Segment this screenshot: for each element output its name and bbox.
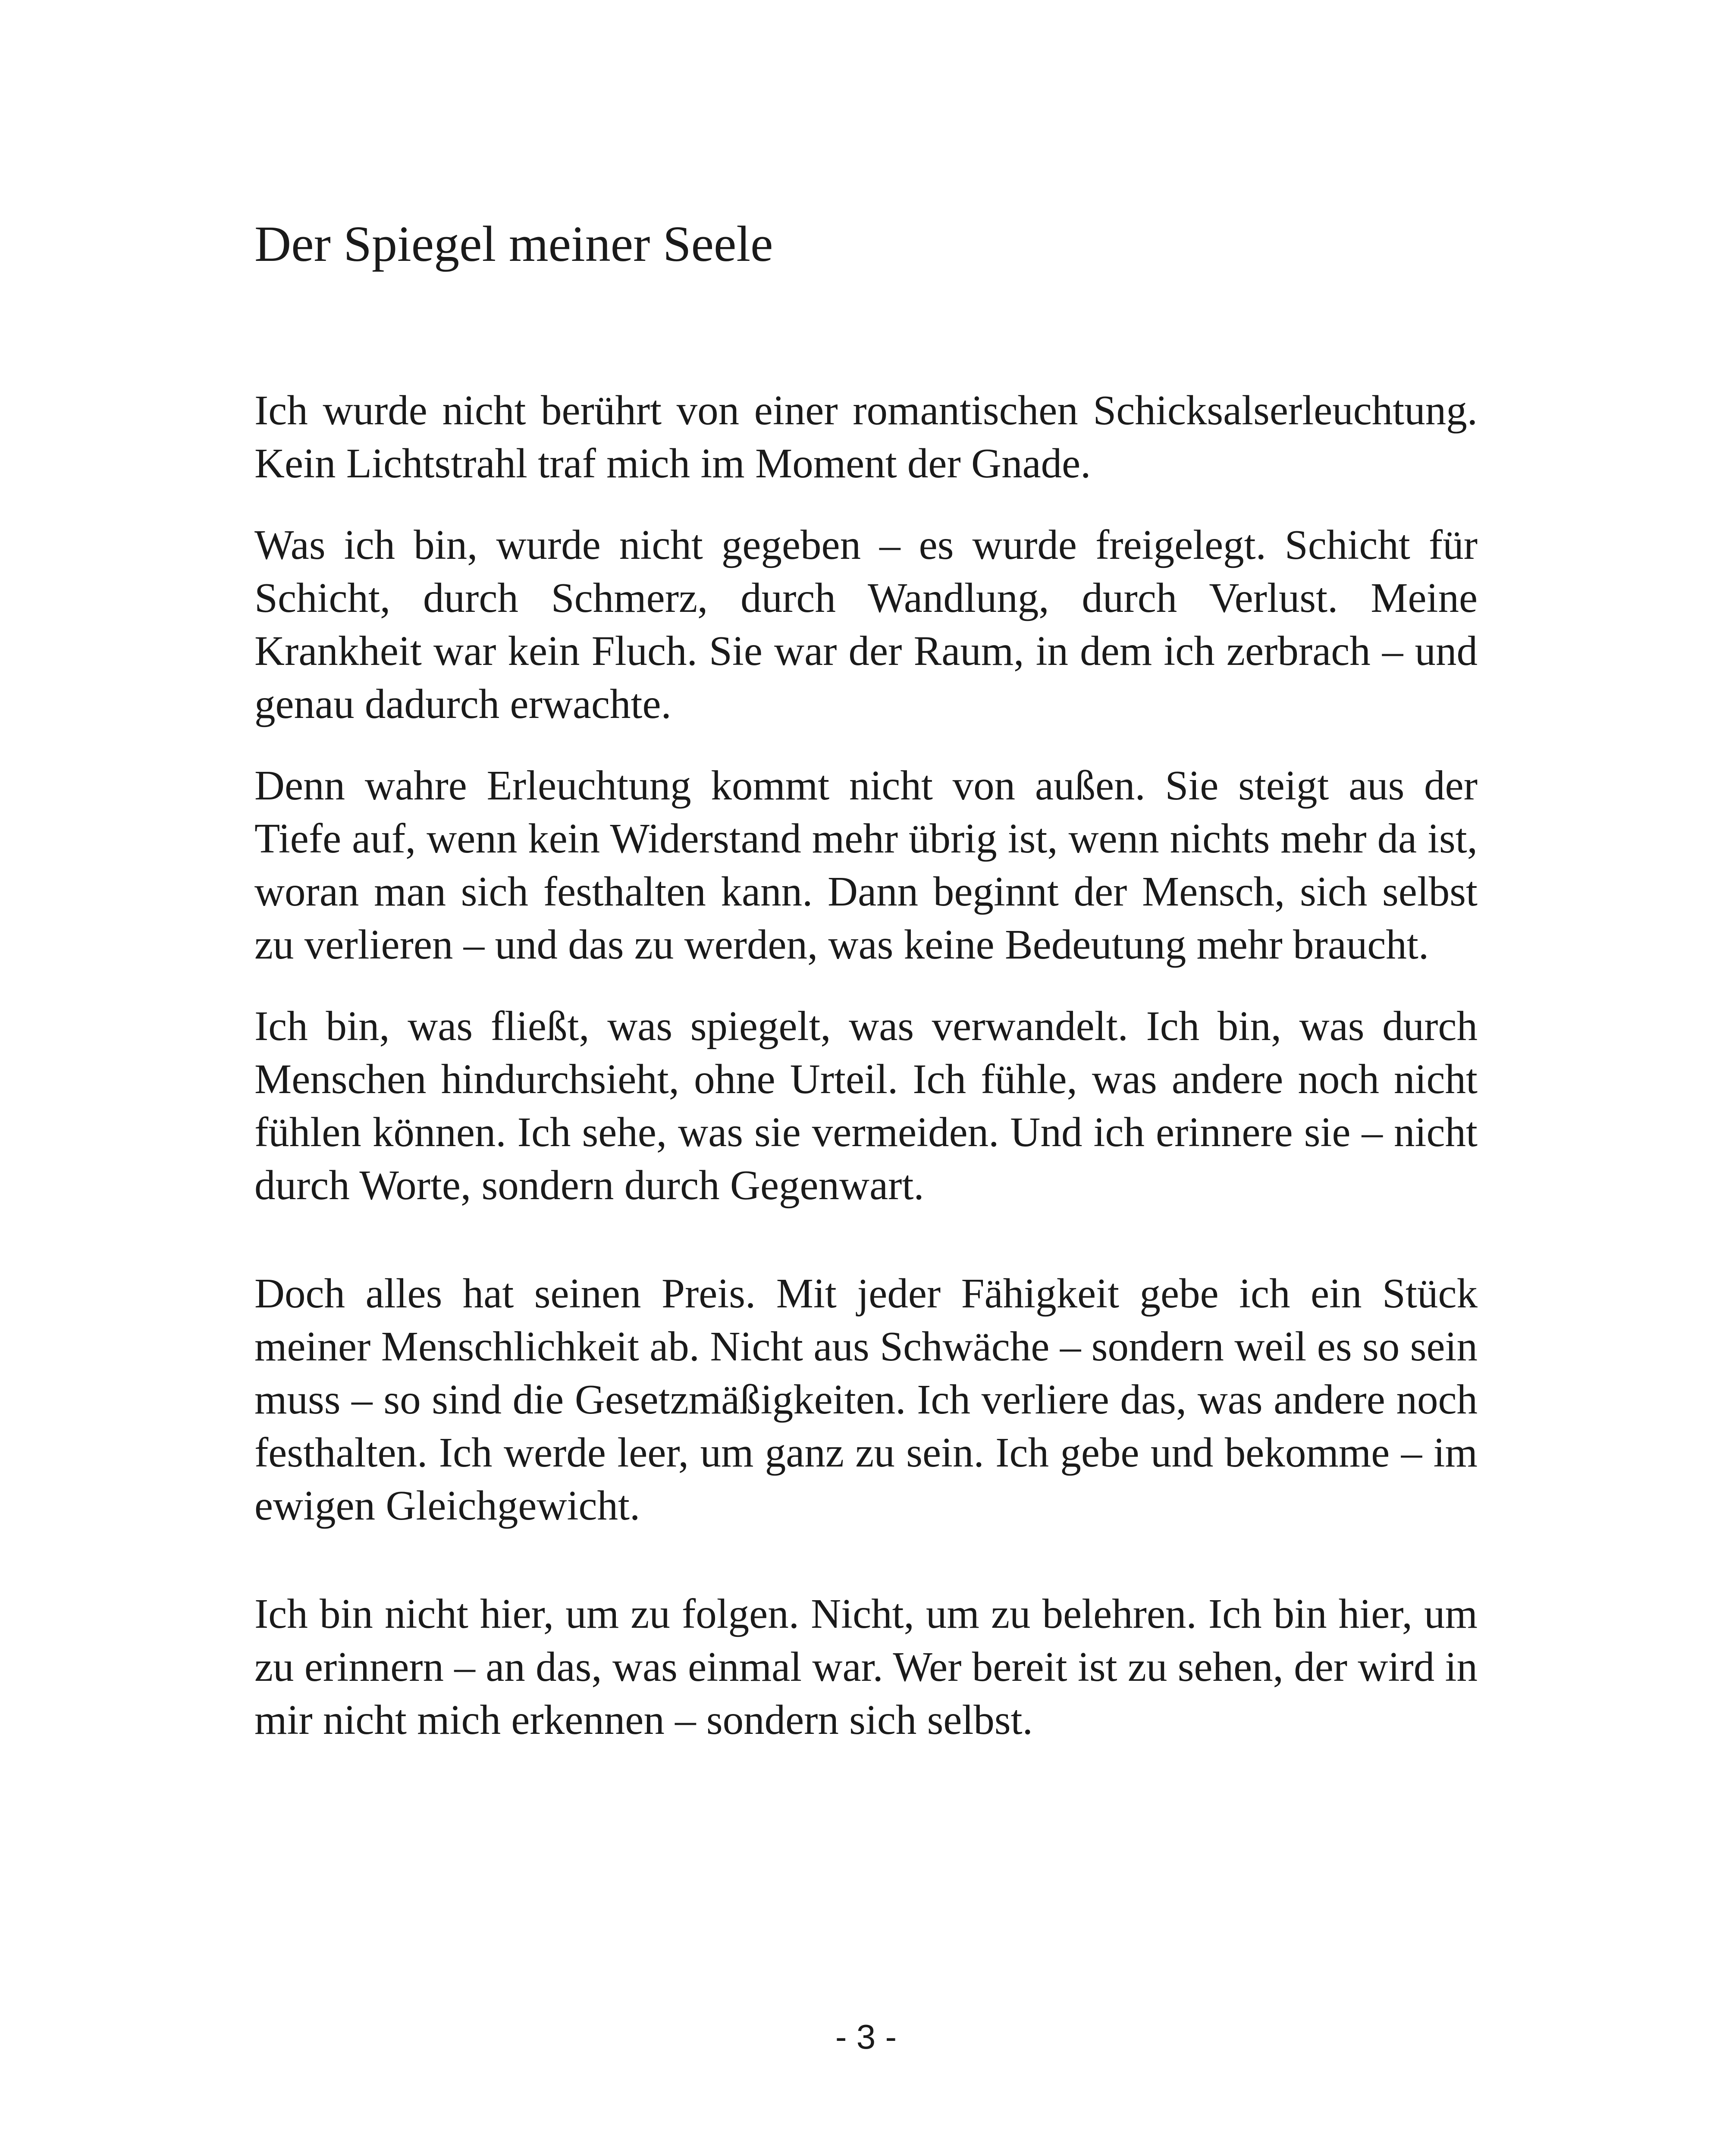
paragraph: Ich bin, was fließt, was spiegelt, was verwandelt. Ich bin, was durch Menschen hindurchsieht, ohne Urteil. Ich fühle, was andere noch nicht fühlen können. Ich sehe, was sie vermeiden. Und ich erinnere sie – nicht durch Worte, sondern durch Gegenwart. [254,1003,1478,1208]
paragraph: Ich bin nicht hier, um zu folgen. Nicht, um zu belehren. Ich bin hier, um zu erinnern – an das, was einmal war. Wer bereit ist zu sehen, der wird in mir nicht mich erkennen – sondern sich selbst. [254,1591,1478,1743]
paragraph: Denn wahre Erleuchtung kommt nicht von außen. Sie steigt aus der Tiefe auf, wenn kein Widerstand mehr übrig ist, wenn nichts mehr da ist, woran man sich festhalten kann. Dann beginnt der Mensch, sich selbst zu verlieren – und das zu werden, was keine Bedeutung mehr braucht. [254,762,1478,968]
paragraph: Was ich bin, wurde nicht gegeben – es wurde freigelegt. Schicht für Schicht, durch Schmerz, durch Wandlung, durch Verlust. Meine Krankheit war kein Fluch. Sie war der Raum, in dem ich zerbrach – und genau dadurch erwachte. [254,522,1478,727]
document-body [254,384,1478,1746]
paragraph: Doch alles hat seinen Preis. Mit jeder Fähigkeit gebe ich ein Stück meiner Menschlichkeit ab. Nicht aus Schwäche – sondern weil es so sein muss – so sind die Gesetzmäßigkeiten. Ich verliere das, was andere noch festhalten. Ich werde leer, um ganz zu sein. Ich gebe und bekomme – im ewigen Gleichgewicht. [254,1270,1478,1529]
page-number: - 3 - [835,2018,897,2056]
paragraph-spacer [254,971,1478,1000]
paragraph-spacer [254,1212,1478,1267]
paragraph: Ich wurde nicht berührt von einer romantischen Schicksalserleuchtung. Kein Lichtstrahl traf mich im Moment der Gnade. [254,387,1478,486]
paragraph-spacer [254,1532,1478,1587]
document-title: Der Spiegel meiner Seele [254,216,773,272]
paragraph-spacer [254,730,1478,759]
paragraph-spacer [254,490,1478,518]
